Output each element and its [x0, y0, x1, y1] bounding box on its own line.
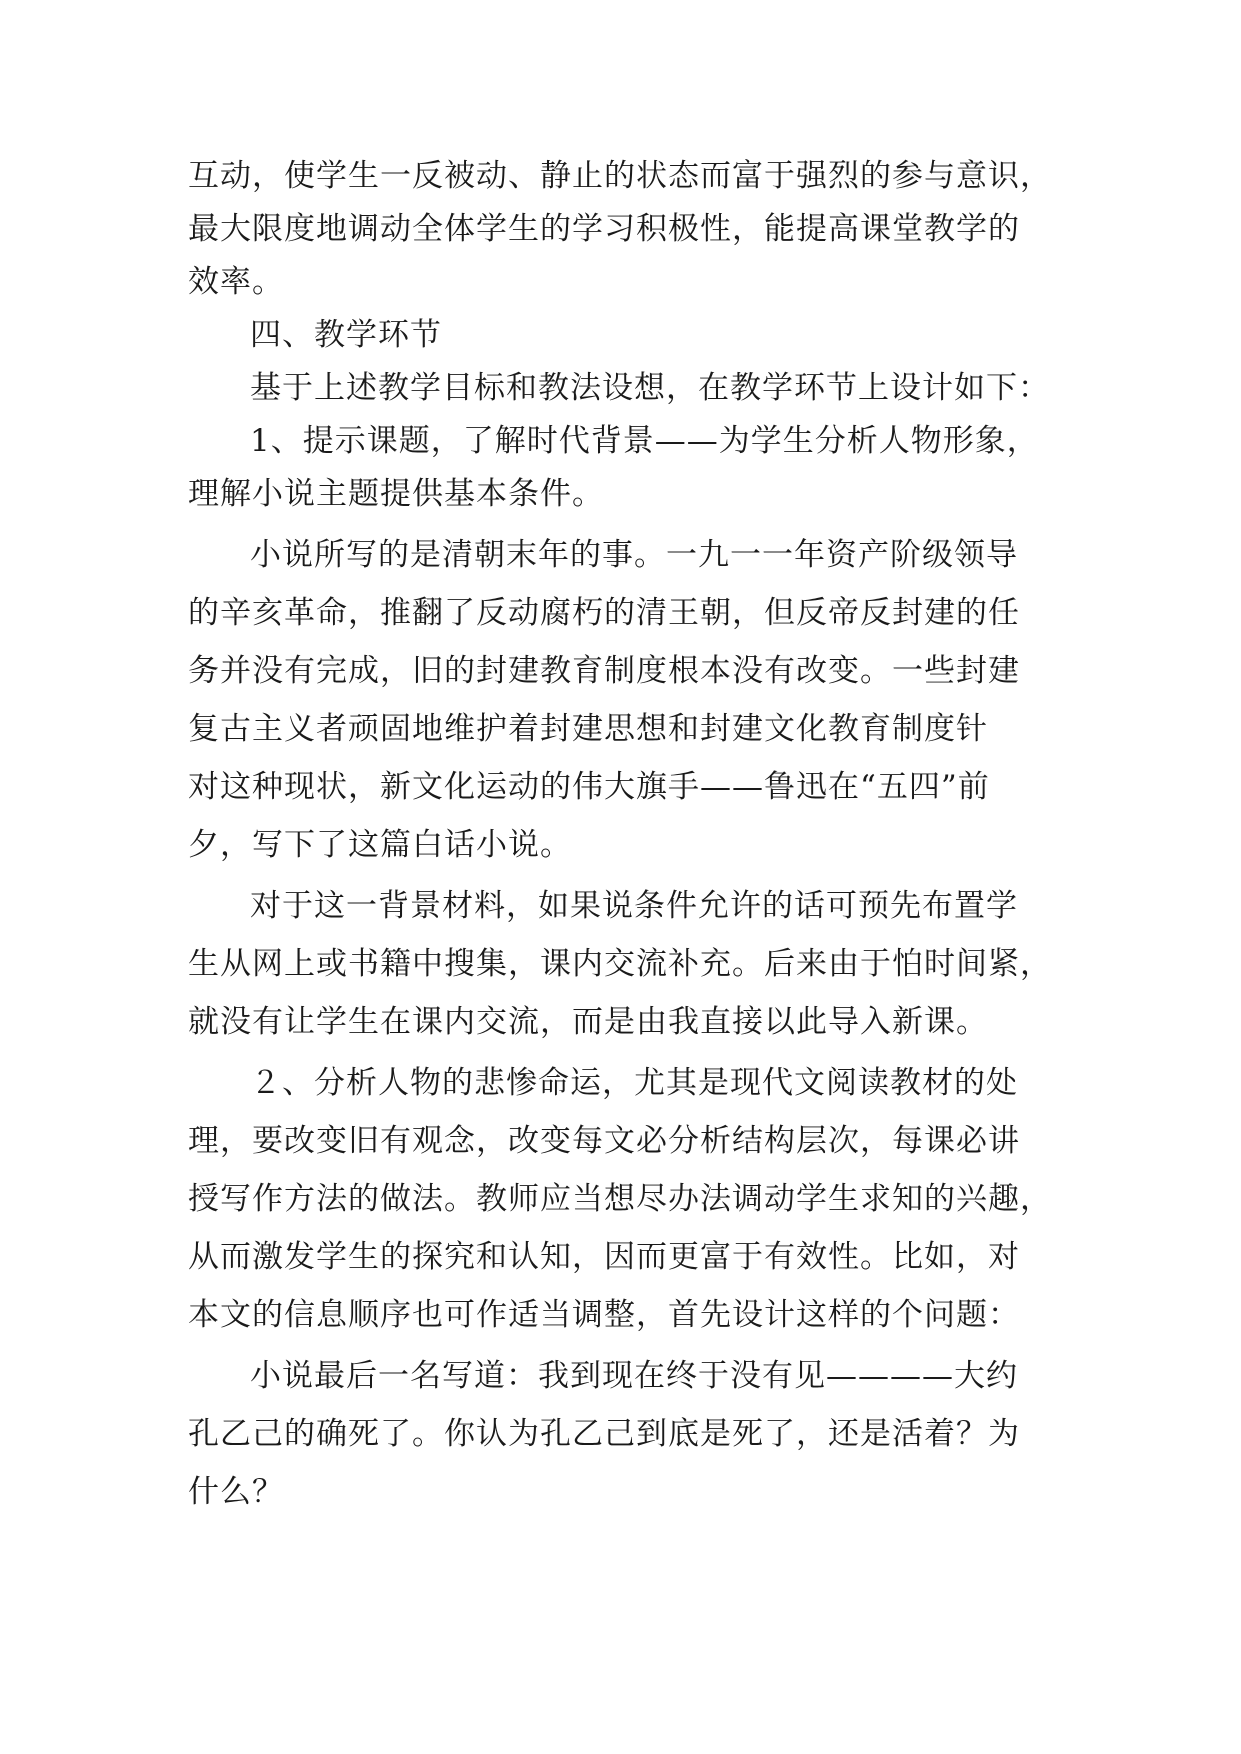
text-line: 对于这一背景材料，如果说条件允许的话可预先布置学: [250, 888, 1018, 924]
text-line: 小说最后一名写道：我到现在终于没有见————大约: [250, 1358, 1018, 1394]
text-line: 理，要改变旧有观念，改变每文必分析结构层次，每课必讲: [188, 1123, 1020, 1159]
text-line: 授写作方法的做法。教师应当想尽办法调动学生求知的兴趣，: [188, 1181, 1052, 1217]
text-line: 理解小说主题提供基本条件。: [188, 476, 604, 512]
text-line: 务并没有完成，旧的封建教育制度根本没有改变。一些封建: [188, 653, 1020, 689]
text-line: 生从网上或书籍中搜集，课内交流补充。后来由于怕时间紧，: [188, 946, 1052, 982]
text-line: 小说所写的是清朝末年的事。一九一一年资产阶级领导: [250, 537, 1018, 573]
text-line: 基于上述教学目标和教法设想，在教学环节上设计如下：: [250, 370, 1050, 406]
list-item-heading: ２、分析人物的悲惨命运，尤其是现代文阅读教材的处: [250, 1065, 1018, 1101]
text-line: 复古主义者顽固地维护着封建思想和封建文化教育制度针: [188, 711, 988, 747]
text-line: 什么？: [188, 1474, 284, 1510]
list-item-heading: 1、提示课题，了解时代背景——为学生分析人物形象，: [250, 423, 1039, 459]
text-line: 效率。: [188, 264, 284, 300]
text-line: 对这种现状，新文化运动的伟大旗手——鲁迅在“五四”前: [188, 769, 990, 805]
text-line: 互动，使学生一反被动、静止的状态而富于强烈的参与意识，: [188, 158, 1052, 194]
text-line: 从而激发学生的探究和认知，因而更富于有效性。比如，对: [188, 1239, 1020, 1275]
text-line: 就没有让学生在课内交流，而是由我直接以此导入新课。: [188, 1004, 988, 1040]
text-line: 本文的信息顺序也可作适当调整，首先设计这样的个问题：: [188, 1297, 1020, 1333]
text-line: 夕，写下了这篇白话小说。: [188, 827, 572, 863]
section-heading: 四、教学环节: [250, 317, 442, 353]
text-line: 的辛亥革命，推翻了反动腐朽的清王朝，但反帝反封建的任: [188, 595, 1020, 631]
text-line: 孔乙己的确死了。你认为孔乙己到底是死了，还是活着？为: [188, 1416, 1020, 1452]
text-line: 最大限度地调动全体学生的学习积极性，能提高课堂教学的: [188, 211, 1020, 247]
